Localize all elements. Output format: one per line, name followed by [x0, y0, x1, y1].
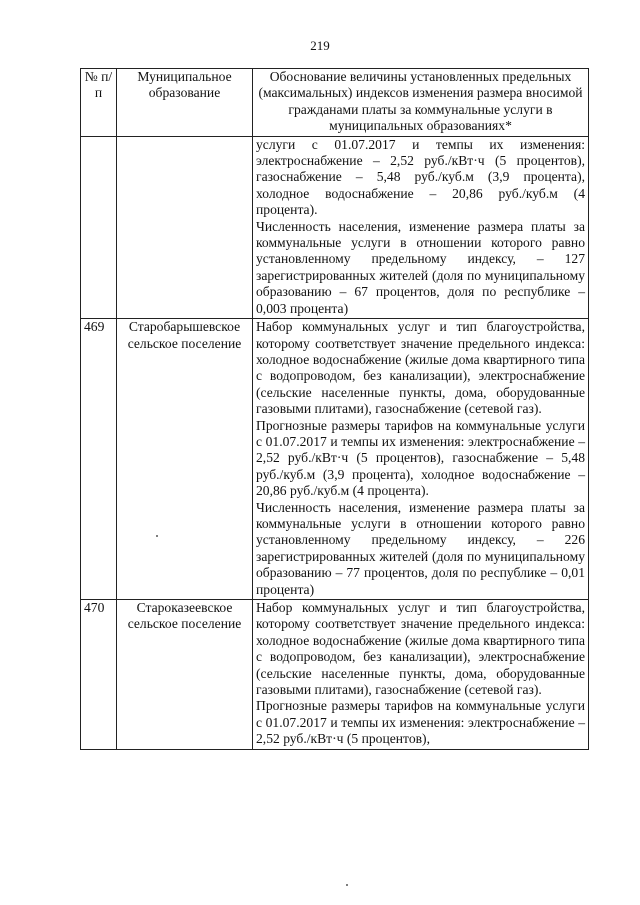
header-num: № п/п [81, 69, 117, 137]
row-justification [253, 600, 589, 750]
justification-paragraph: Численность населения, изменение размера платы за коммунальные услуги в отношении которого равно установленному предельному индексу, – 226 зарегистрированных жителей (доля по муниципальному образованию – 77 процентов, доля по республике – 0,01 процента) [256, 499, 585, 597]
table-row [81, 319, 589, 600]
justification-paragraph: Численность населения, изменение размера платы за коммунальные услуги в отношении которого равно установленному предельному индексу, – 127 зарегистрированных жителей (доля по муниципальному образованию – 67 процентов, доля по республике – 0,003 процента) [256, 218, 585, 316]
justification-paragraph: Набор коммунальных услуг и тип благоустройства, которому соответствует значение предельного индекса: холодное водоснабжение (жилые дома квартирного типа с водопроводом, без канализации), электроснабжение (сельские населенные пункты, дома, оборудованные газовыми плитами), газоснабжение (сетевой газ). [256, 319, 585, 417]
tariff-index-table [80, 68, 589, 750]
page-number: 219 [310, 38, 330, 53]
justification-paragraph: Прогнозные размеры тарифов на коммунальные услуги с 01.07.2017 и темпы их изменения: электроснабжение – 2,52 руб./кВт·ч (5 процентов), газоснабжение – 5,48 руб./куб.м (3,9 процента), холодное водоснабжение – 20,86 руб./куб.м (4 процента). [256, 417, 585, 499]
justification-paragraph: услуги с 01.07.2017 и темпы их изменения: электроснабжение – 2,52 руб./кВт·ч (5 процентов), газоснабжение – 5,48 руб./куб.м (3,9 процента), холодное водоснабжение – 20,86 руб./куб.м (4 процента). [256, 136, 585, 218]
justification-paragraph: Набор коммунальных услуг и тип благоустройства, которому соответствует значение предельного индекса: холодное водоснабжение (жилые дома квартирного типа с водопроводом, без канализации), электроснабжение (сельские населенные пункты, дома, оборудованные газовыми плитами), газоснабжение (сетевой газ). [256, 600, 585, 698]
row-justification [253, 136, 589, 318]
row-municipality: Староказеевское сельское поселение [117, 600, 253, 750]
header-municipality: Муниципальное образование [117, 69, 253, 137]
table-row [81, 600, 589, 750]
row-num: 470 [81, 600, 117, 750]
row-municipality [117, 136, 253, 318]
row-municipality: Старобарышевское сельское поселение [117, 319, 253, 600]
scan-speck [156, 535, 158, 537]
row-num [81, 136, 117, 318]
scan-speck [346, 884, 348, 886]
row-justification [253, 319, 589, 600]
justification-paragraph: Прогнозные размеры тарифов на коммунальные услуги с 01.07.2017 и темпы их изменения: электроснабжение – 2,52 руб./кВт·ч (5 процентов), [256, 698, 585, 747]
table-header-row [81, 69, 589, 137]
header-justification: Обоснование величины установленных предельных (максимальных) индексов изменения размера вносимой гражданами платы за коммунальные услуги в муниципальных образованиях* [253, 69, 589, 137]
row-num: 469 [81, 319, 117, 600]
table-row [81, 136, 589, 318]
